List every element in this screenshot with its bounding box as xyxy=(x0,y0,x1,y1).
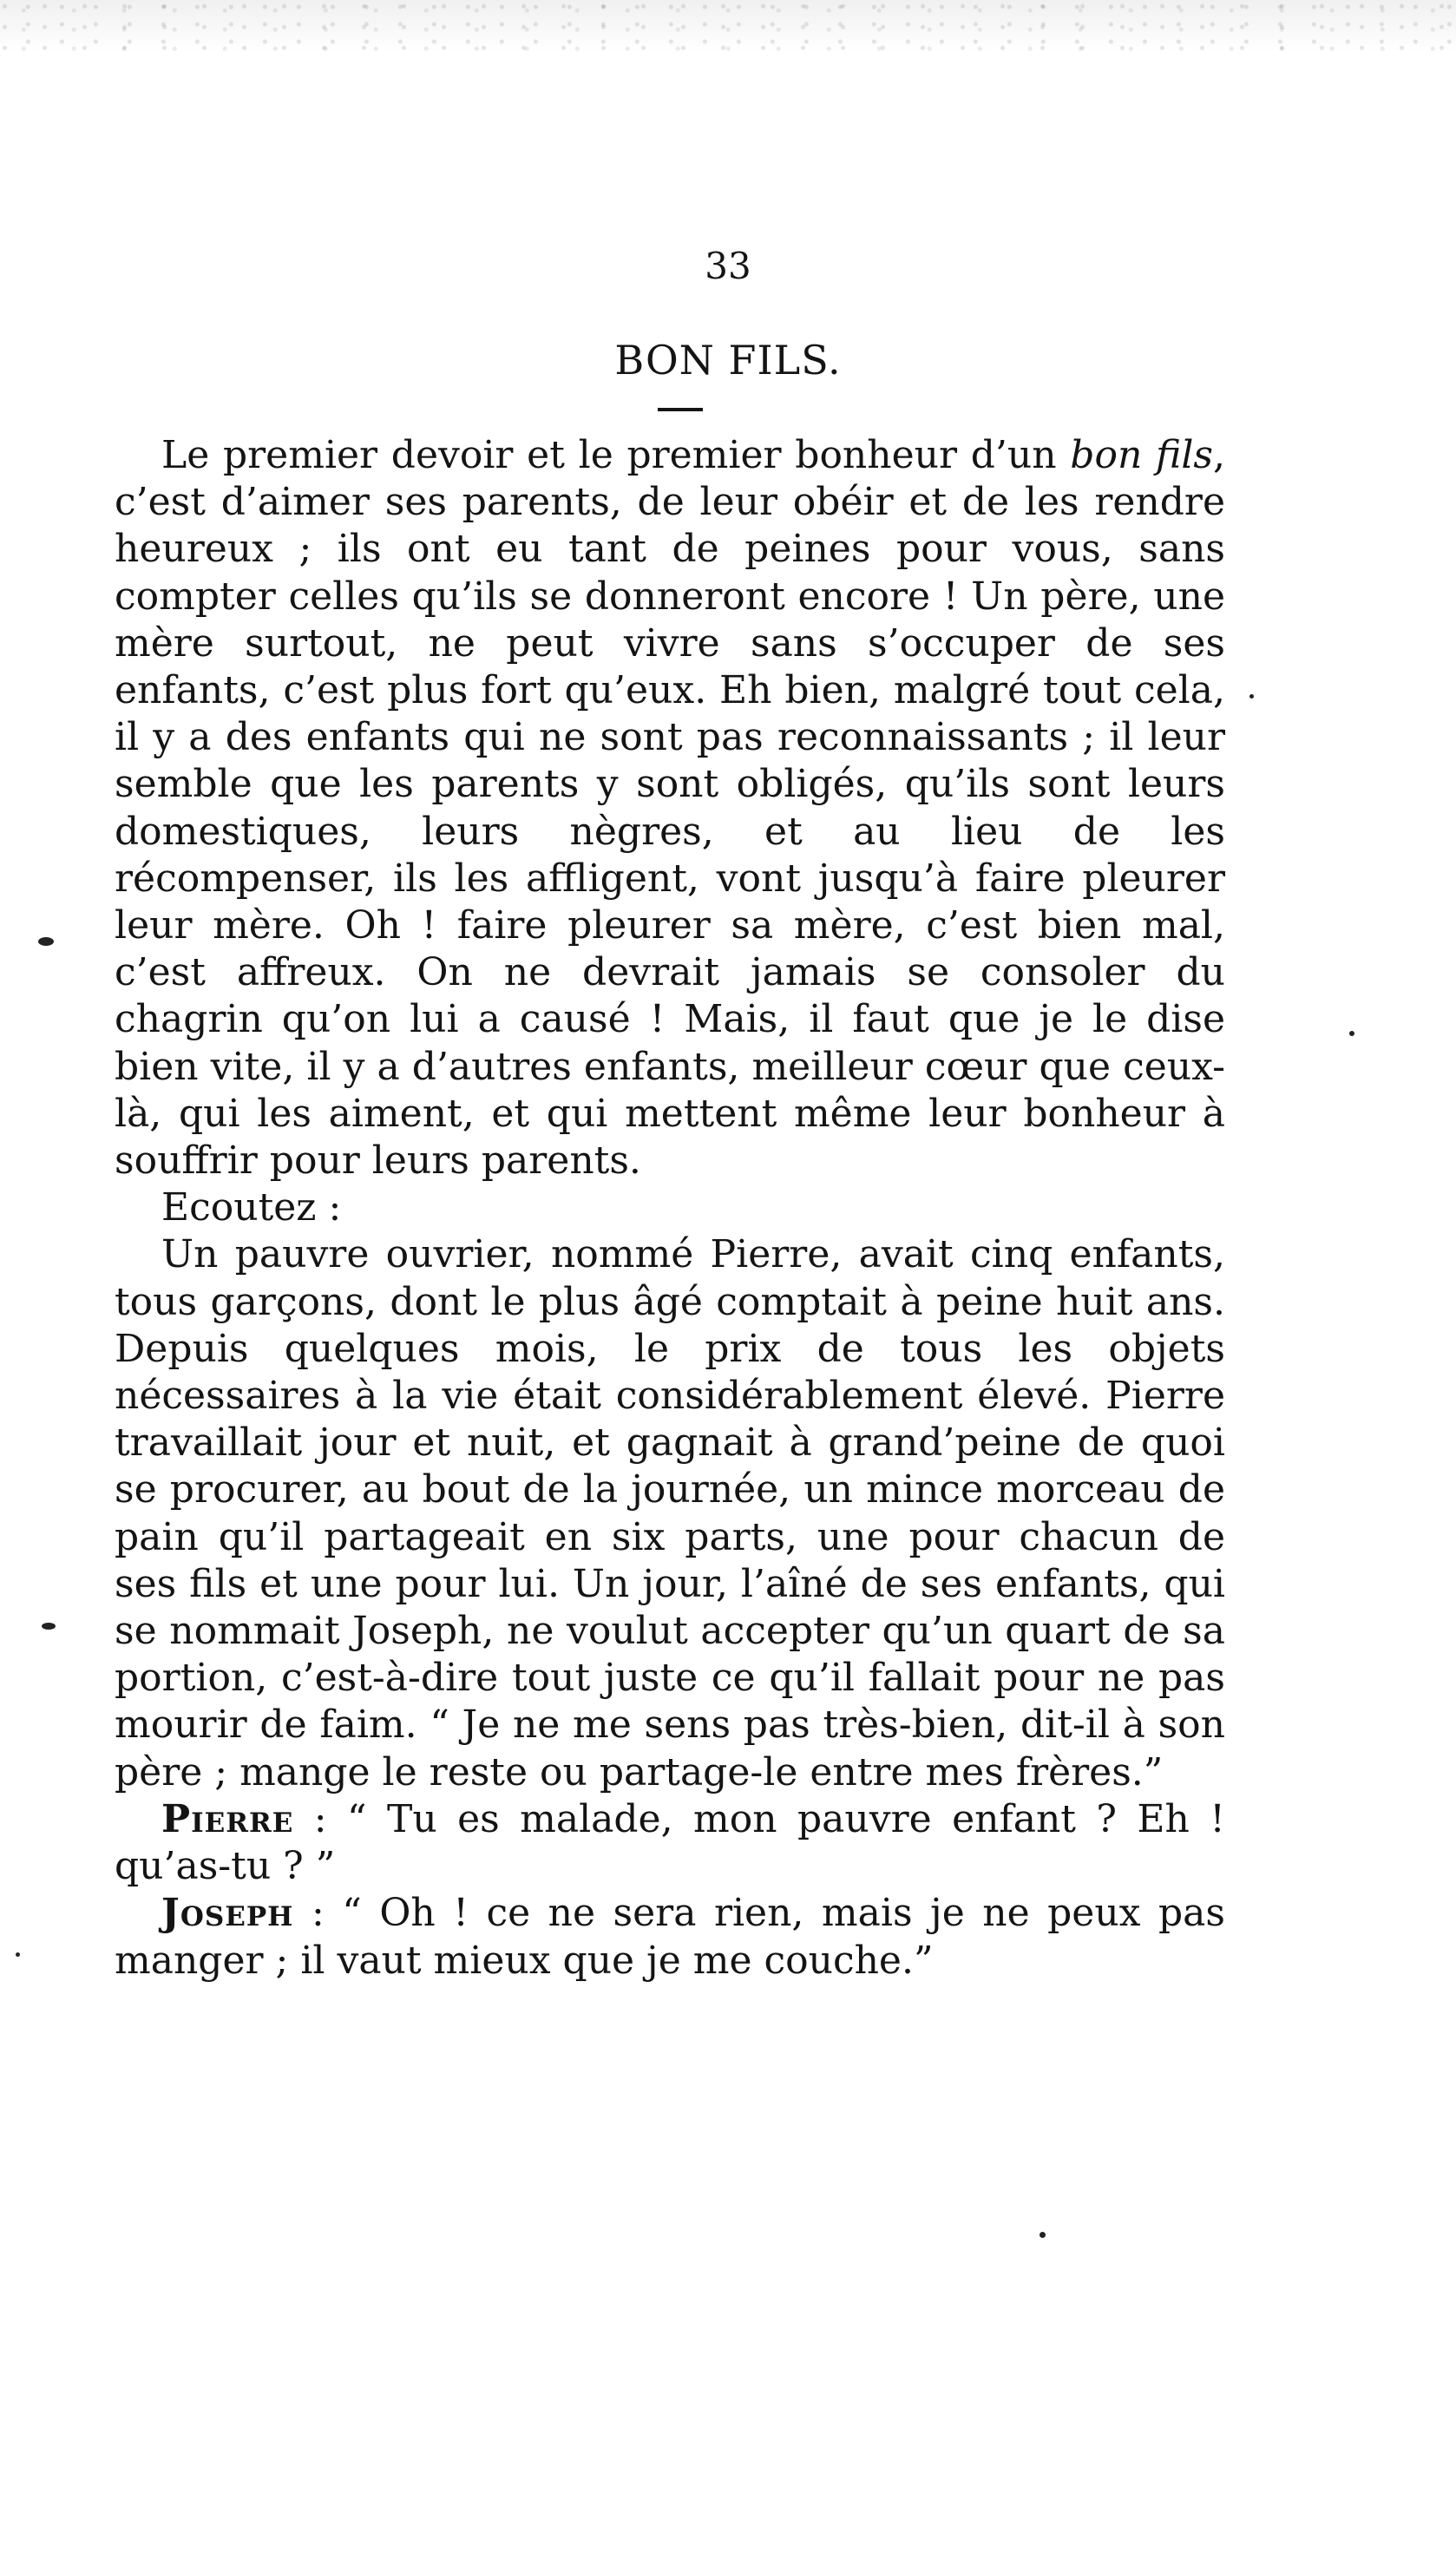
dialogue-line-joseph xyxy=(115,1890,1225,1984)
chapter-title: BON FILS. xyxy=(614,337,842,384)
ink-speck xyxy=(1349,1031,1354,1036)
speaker-pierre: Pierre xyxy=(161,1796,294,1841)
ink-speck xyxy=(1249,694,1254,699)
dialogue-text-joseph: : “ Oh ! ce ne sera rien, mais je ne peux pas manger ; il vaut mieux que je me couche.” xyxy=(115,1891,1225,1983)
ink-speck xyxy=(16,1952,20,1957)
ink-speck xyxy=(1040,2232,1046,2238)
italic-term: bon fils xyxy=(1070,433,1213,477)
title-rule xyxy=(658,408,703,411)
body-text xyxy=(115,432,1225,1985)
dialogue-text-pierre: : “ Tu es malade, mon pauvre enfant ? Eh ! qu’as-tu ? ” xyxy=(115,1796,1225,1889)
paragraph-1 xyxy=(115,432,1225,1184)
ink-speck xyxy=(38,937,54,946)
dialogue-line-pierre xyxy=(115,1796,1225,1890)
paragraph-3: Un pauvre ouvrier, nommé Pierre, avait cinq enfants, tous garçons, dont le plus âgé comptait à peine huit ans. Depuis quelques mois, le prix de tous les objets nécessaires à la vie était considérablement élevé. Pierre travaillait jour et nuit, et gagnait à grand’peine de quoi se procurer, au bout de la journée, un mince morceau de pain qu’il partageait en six parts, une pour chacun de ses fils et une pour lui. Un jour, l’aîné de ses enfants, qui se nommait Joseph, ne voulut accepter qu’un quart de sa portion, c’est-à-dire tout juste ce qu’il fallait pour ne pas mourir de faim. “ Je ne me sens pas très-bien, dit-il à son père ; mange le reste ou partage-le entre mes frères.” xyxy=(115,1232,1225,1794)
page-number: 33 xyxy=(705,245,751,287)
ink-speck xyxy=(42,1623,56,1630)
scan-noise-band xyxy=(0,0,1456,52)
paragraph-2: Ecoutez : xyxy=(161,1185,342,1230)
paragraph-1-rest: , c’est d’aimer ses parents, de leur obéir et de les rendre heureux ; ils ont eu tant de peines pour vous, sans compter celles qu’ils se donneront encore ! Un père, une mère surtout, ne peut vivre sans s’occuper de ses enfants, c’est plus fort qu’eux. Eh bien, malgré tout cela, il y a des enfants qui ne sont pas reconnaissants ; il leur semble que les parents y sont obligés, qu’ils sont leurs domestiques, leurs nègres, et au lieu de les récompenser, ils les affligent, vont jusqu’à faire pleurer leur mère. Oh ! faire pleurer sa mère, c’est bien mal, c’est affreux. On ne devrait jamais se consoler du chagrin qu’on lui a causé ! Mais, il faut que je le dise bien vite, il y a d’autres enfants, meilleur cœur que ceux-là, qui les aiment, et qui mettent même leur bonheur à souffrir pour leurs parents. xyxy=(115,433,1225,1184)
speaker-joseph: Joseph xyxy=(161,1891,294,1936)
paragraph-1-start: Le premier devoir et le premier bonheur d’un xyxy=(161,433,1071,477)
